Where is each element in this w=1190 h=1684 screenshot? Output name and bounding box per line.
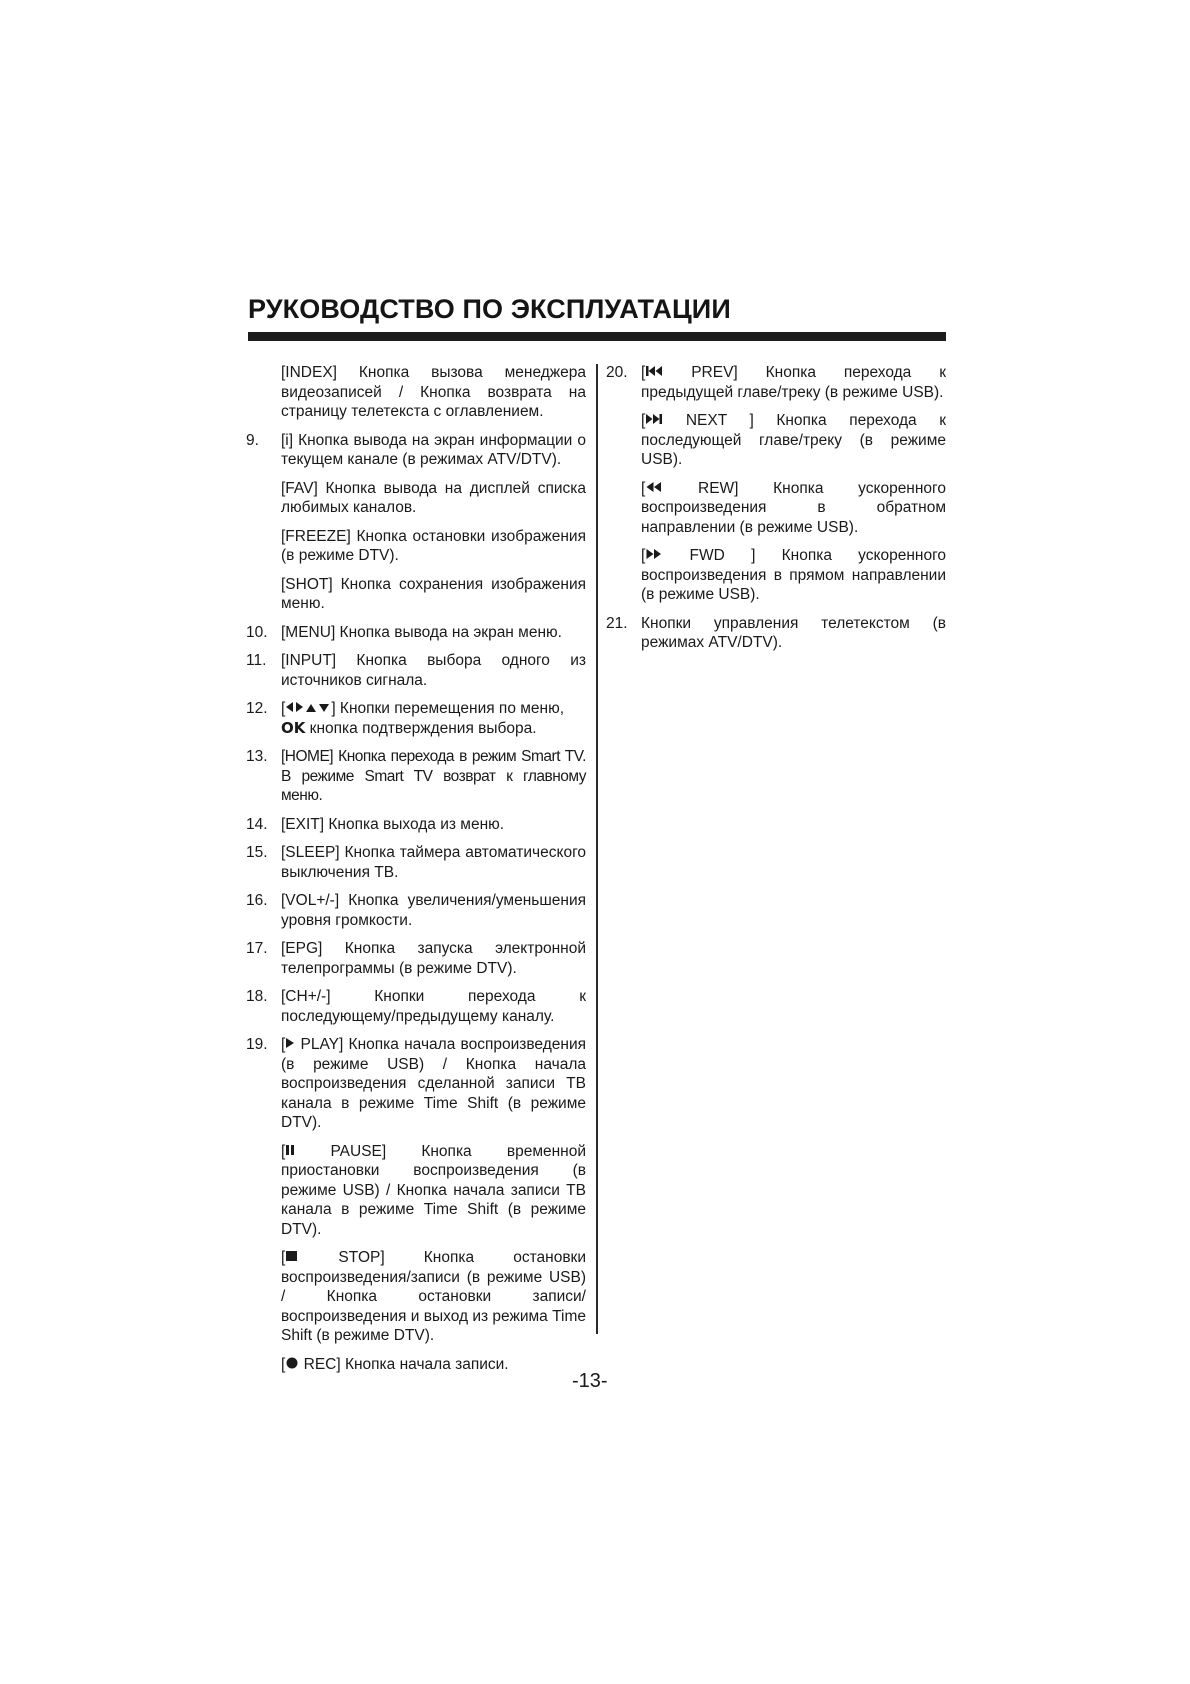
record-icon xyxy=(285,1357,299,1369)
bracket: [ xyxy=(281,1142,286,1160)
bracket: [ xyxy=(281,1355,286,1373)
item-number: 19. xyxy=(246,1036,268,1053)
freeze-button-text: [FREEZE] Кнопка остановки изображения (в режиме DTV). xyxy=(281,527,586,564)
rec-description: REC] Кнопка начала записи. xyxy=(299,1355,509,1373)
prev-description: PREV] Кнопка перехода к предыдущей главе/треку (в режиме USB). xyxy=(641,364,946,401)
rec-button-text xyxy=(281,1355,586,1375)
rewind-icon xyxy=(645,481,663,493)
list-item-index xyxy=(246,363,586,422)
list-item-16 xyxy=(246,891,586,930)
item-number: 21. xyxy=(606,614,628,632)
item-number: 15. xyxy=(246,844,268,861)
rew-button-text xyxy=(641,479,946,538)
previous-icon xyxy=(645,365,663,377)
epg-button-text: [EPG] Кнопка запуска электронной телепрограммы (в режиме DTV). xyxy=(281,940,586,977)
item-number: 10. xyxy=(246,623,268,641)
item-number: 13. xyxy=(246,748,268,765)
channel-button-text: [CH+/-] Кнопки перехода к последующему/предыдущему каналу. xyxy=(281,988,586,1025)
ok-label: OK xyxy=(281,718,306,737)
left-column xyxy=(246,363,586,1383)
pause-icon xyxy=(285,1144,295,1156)
teletext-buttons-text: Кнопки управления телетекстом (в режимах ATV/DTV). xyxy=(641,614,946,651)
column-divider xyxy=(596,364,598,1334)
item-number: 16. xyxy=(246,892,268,909)
bracket: [ xyxy=(641,412,646,429)
rew-description: REW] Кнопка ускоренного воспроизведения в обратном направлении (в режиме USB). xyxy=(641,479,946,536)
right-column xyxy=(606,363,946,662)
page-title: РУКОВОДСТВО ПО ЭКСПЛУАТАЦИИ xyxy=(248,294,731,324)
arrow-keys-icon xyxy=(285,701,331,713)
list-item-19 xyxy=(246,1035,586,1374)
navigation-buttons-text xyxy=(281,699,586,738)
list-item-15 xyxy=(246,843,586,882)
fwd-description: FWD ] Кнопка ускоренного воспроизведения в прямом направлении (в режиме USB). xyxy=(641,547,946,603)
volume-button-text: [VOL+/-] Кнопка увеличения/уменьшения уровня громкости. xyxy=(281,892,586,929)
input-button-text: [INPUT] Кнопка выбора одного из источников сигнала. xyxy=(281,652,586,689)
play-description: PLAY] Кнопка начала воспроизведения (в режиме USB) / Кнопка начала воспроизведения сделанной записи ТВ канала в режиме Time Shift (в режиме DTV). xyxy=(281,1036,586,1131)
item-number: 18. xyxy=(246,988,268,1005)
bracket: [ xyxy=(641,547,646,564)
exit-button-text: [EXIT] Кнопка выхода из меню. xyxy=(281,815,505,833)
list-item-10 xyxy=(246,623,586,643)
pause-button-text xyxy=(281,1142,586,1240)
next-icon xyxy=(645,413,663,425)
fav-button-text: [FAV] Кнопка вывода на дисплей списка любимых каналов. xyxy=(281,479,586,516)
stop-description: STOP] Кнопка остановки воспроизведения/записи (в режиме USB) / Кнопка остановки записи/воспроизведения и выход из режима Time Shift (в режиме DTV). xyxy=(281,1249,586,1344)
bracket-open: [ xyxy=(281,700,286,717)
list-item-20 xyxy=(606,363,946,605)
info-button-text: [i] Кнопка вывода на экран информации о текущем канале (в режимах ATV/DTV). xyxy=(281,431,586,468)
page-number: -13- xyxy=(572,1370,608,1392)
list-item-9 xyxy=(246,431,586,614)
list-item-13 xyxy=(246,747,586,806)
item-number: 12. xyxy=(246,700,268,717)
bracket: [ xyxy=(281,1249,286,1266)
bracket: [ xyxy=(281,1036,286,1053)
stop-icon xyxy=(285,1250,299,1262)
menu-button-text: [MENU] Кнопка вывода на экран меню. xyxy=(281,623,562,641)
index-button-text: [INDEX] Кнопка вызова менеджера видеозаписей / Кнопка возврата на страницу телетекста с оглавлением. xyxy=(281,364,586,420)
bracket: [ xyxy=(641,364,646,381)
item-number: 20. xyxy=(606,364,628,381)
play-icon xyxy=(285,1037,295,1049)
shot-button-text: [SHOT] Кнопка сохранения изображения меню. xyxy=(281,575,586,612)
prev-button-text xyxy=(641,363,946,402)
home-button-text: [HOME] Кнопка перехода в режим Smart TV. В режиме Smart TV возврат к главному меню. xyxy=(281,748,586,804)
sleep-button-text: [SLEEP] Кнопка таймера автоматического выключения ТВ. xyxy=(281,844,586,881)
next-button-text xyxy=(641,411,946,470)
list-item-12 xyxy=(246,699,586,738)
item-number: 17. xyxy=(246,940,268,957)
fwd-button-text xyxy=(641,546,946,605)
pause-description: PAUSE] Кнопка временной приостановки воспроизведения (в режиме USB) / Кнопка начала записи ТВ канала в режиме Time Shift (в режиме DTV). xyxy=(281,1142,586,1238)
fast-forward-icon xyxy=(645,548,663,560)
list-item-14 xyxy=(246,815,586,835)
navigation-buttons-label: ] Кнопки перемещения по меню, xyxy=(331,700,565,717)
list-item-11 xyxy=(246,651,586,690)
ok-description: кнопка подтверждения выбора. xyxy=(305,719,537,737)
title-underline xyxy=(248,332,946,341)
play-button-text xyxy=(281,1035,586,1133)
stop-button-text xyxy=(281,1248,586,1346)
next-description: NEXT ] Кнопка перехода к последующей главе/треку (в режиме USB). xyxy=(641,412,946,468)
list-item-18 xyxy=(246,987,586,1026)
list-item-17 xyxy=(246,939,586,978)
item-number: 9. xyxy=(246,431,259,449)
bracket: [ xyxy=(641,479,646,497)
list-item-21 xyxy=(606,614,946,653)
item-number: 11. xyxy=(246,652,267,669)
item-number: 14. xyxy=(246,815,268,833)
